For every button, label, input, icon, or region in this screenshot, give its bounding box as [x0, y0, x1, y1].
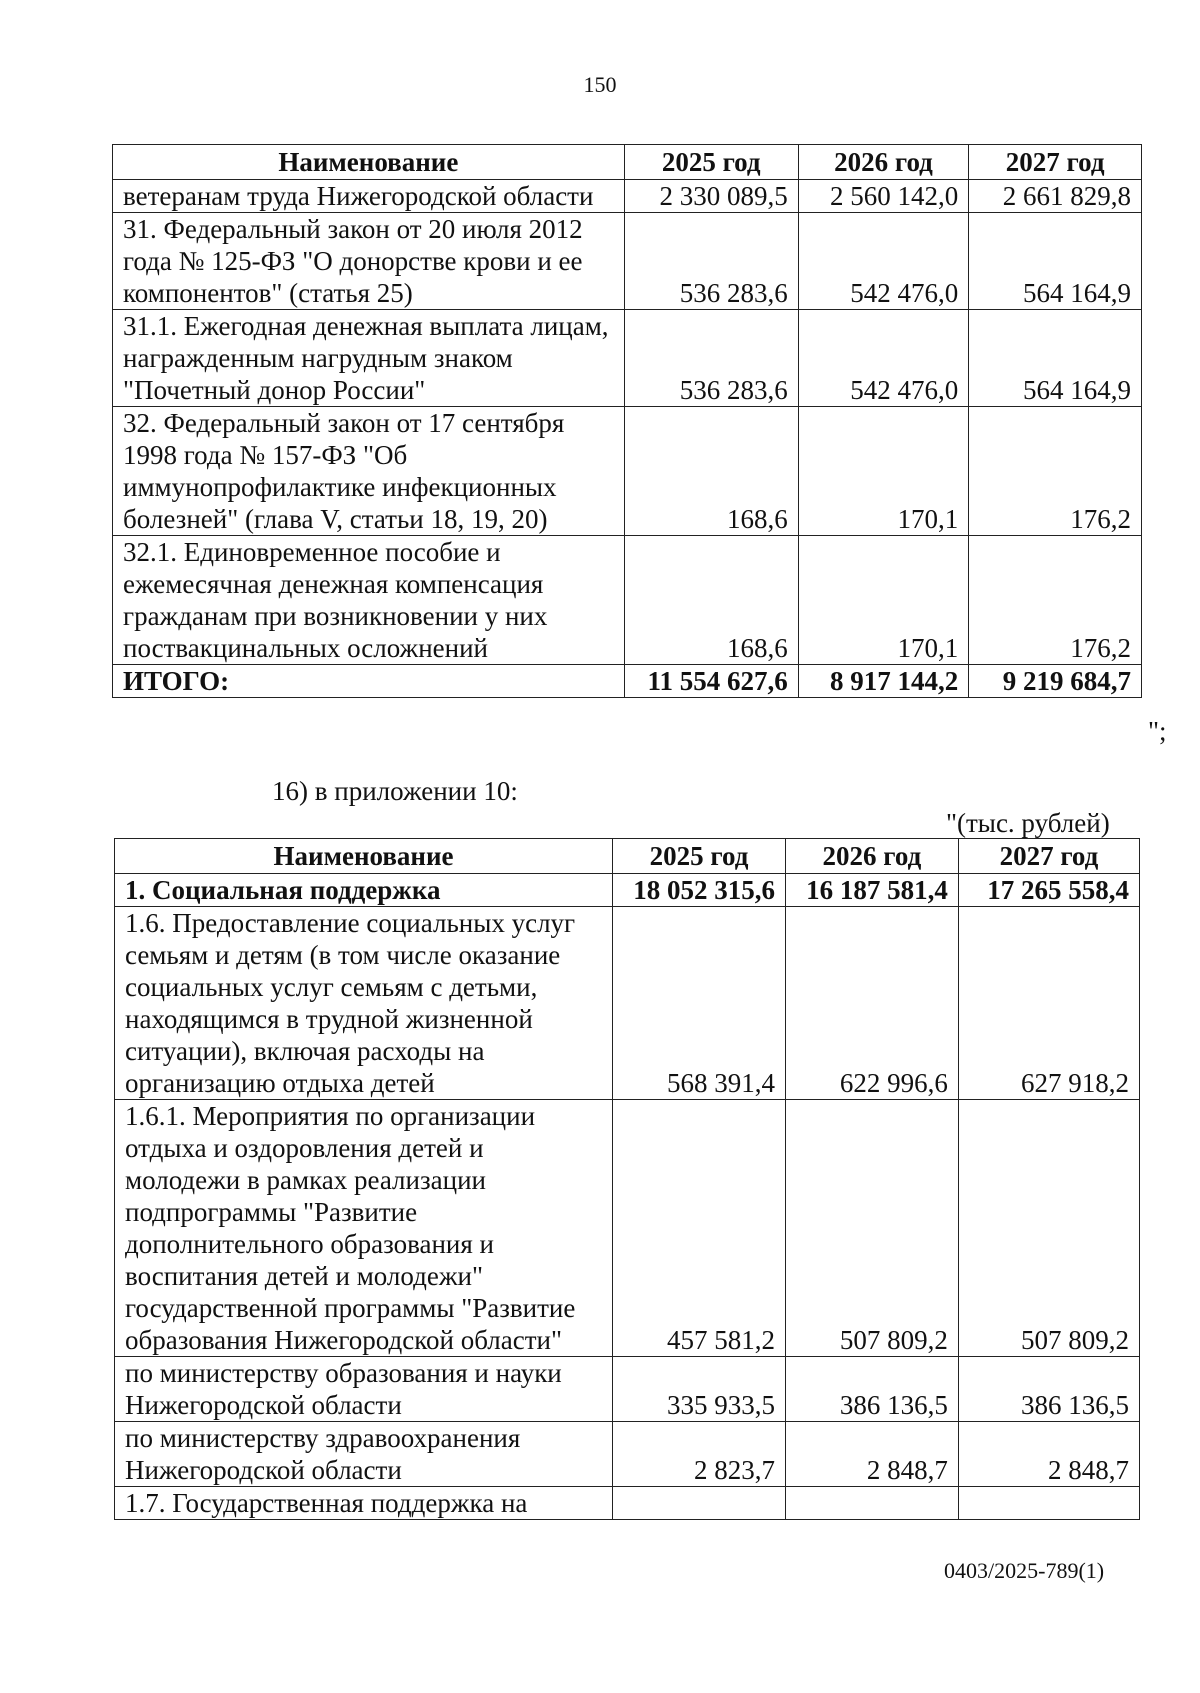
value-2027-cell [958, 1487, 1139, 1520]
value-2027-cell: 176,2 [969, 536, 1142, 665]
table-row [113, 310, 1142, 407]
appendix-10-table [114, 838, 1140, 1520]
value-2027-cell: 17 265 558,4 [958, 874, 1139, 907]
value-2026-cell: 542 476,0 [798, 310, 969, 407]
value-2026-cell: 8 917 144,2 [798, 665, 969, 698]
value-2026-cell: 622 996,6 [785, 907, 958, 1100]
value-2025-cell: 168,6 [624, 407, 798, 536]
table-row [115, 1487, 1140, 1520]
value-2027-cell: 2 848,7 [958, 1422, 1139, 1487]
value-2026-cell: 2 848,7 [785, 1422, 958, 1487]
value-2027-cell: 627 918,2 [958, 907, 1139, 1100]
value-2025-cell: 536 283,6 [624, 310, 798, 407]
column-header-2026: 2026 год [798, 145, 969, 180]
value-2025-cell: 168,6 [624, 536, 798, 665]
row-name-cell: 31.1. Ежегодная денежная выплата лицам, награжденным нагрудным знаком "Почетный донор России" [113, 310, 625, 407]
table-row [115, 874, 1140, 907]
section-heading: 16) в приложении 10: [272, 776, 518, 806]
row-name-cell: ИТОГО: [113, 665, 625, 698]
value-2025-cell: 457 581,2 [613, 1100, 786, 1357]
value-2027-cell: 386 136,5 [958, 1357, 1139, 1422]
row-name-cell: ветеранам труда Нижегородской области [113, 180, 625, 213]
value-2026-cell: 386 136,5 [785, 1357, 958, 1422]
table-row [115, 1357, 1140, 1422]
value-2026-cell [785, 1487, 958, 1520]
value-2025-cell: 536 283,6 [624, 213, 798, 310]
value-2027-cell: 564 164,9 [969, 213, 1142, 310]
value-2027-cell: 2 661 829,8 [969, 180, 1142, 213]
value-2026-cell: 170,1 [798, 536, 969, 665]
table-row [113, 180, 1142, 213]
table-row [113, 665, 1142, 698]
column-header-name: Наименование [113, 145, 625, 180]
table-body [113, 180, 1142, 698]
appropriations-table-continued [112, 144, 1142, 698]
row-name-cell: 1. Социальная поддержка [115, 874, 613, 907]
table-row [113, 536, 1142, 665]
column-header-name: Наименование [115, 839, 613, 874]
value-2025-cell: 18 052 315,6 [613, 874, 786, 907]
column-header-2026: 2026 год [785, 839, 958, 874]
value-2026-cell: 507 809,2 [785, 1100, 958, 1357]
row-name-cell: 1.6.1. Мероприятия по организации отдыха и оздоровления детей и молодежи в рамках реализации подпрограммы "Развитие дополнительного образования и воспитания детей и молодежи" государственной программы "Развитие образования Нижегородской области" [115, 1100, 613, 1357]
row-name-cell: 31. Федеральный закон от 20 июля 2012 года № 125-ФЗ "О донорстве крови и ее компонентов" (статья 25) [113, 213, 625, 310]
value-2025-cell: 568 391,4 [613, 907, 786, 1100]
table-header-row [115, 839, 1140, 874]
table-row [113, 213, 1142, 310]
value-2025-cell [613, 1487, 786, 1520]
value-2027-cell: 507 809,2 [958, 1100, 1139, 1357]
row-name-cell: по министерству образования и науки Нижегородской области [115, 1357, 613, 1422]
row-name-cell: 32.1. Единовременное пособие и ежемесячная денежная компенсация гражданам при возникновении у них поствакцинальных осложнений [113, 536, 625, 665]
row-name-cell: 32. Федеральный закон от 17 сентября 1998 года № 157-ФЗ "Об иммунопрофилактике инфекционных болезней" (глава V, статьи 18, 19, 20) [113, 407, 625, 536]
closing-quote-semicolon: "; [1148, 716, 1167, 746]
document-code: 0403/2025-789(1) [944, 1558, 1105, 1583]
table-row [115, 1100, 1140, 1357]
value-2025-cell: 2 330 089,5 [624, 180, 798, 213]
table-row [113, 407, 1142, 536]
value-2026-cell: 2 560 142,0 [798, 180, 969, 213]
value-2025-cell: 2 823,7 [613, 1422, 786, 1487]
value-2025-cell: 11 554 627,6 [624, 665, 798, 698]
value-2027-cell: 176,2 [969, 407, 1142, 536]
value-2026-cell: 16 187 581,4 [785, 874, 958, 907]
table-row [115, 1422, 1140, 1487]
value-2026-cell: 542 476,0 [798, 213, 969, 310]
value-2025-cell: 335 933,5 [613, 1357, 786, 1422]
column-header-2025: 2025 год [624, 145, 798, 180]
table-body [115, 874, 1140, 1520]
table-row [115, 907, 1140, 1100]
value-2027-cell: 9 219 684,7 [969, 665, 1142, 698]
column-header-2025: 2025 год [613, 839, 786, 874]
column-header-2027: 2027 год [969, 145, 1142, 180]
row-name-cell: 1.7. Государственная поддержка на [115, 1487, 613, 1520]
units-note: "(тыс. рублей) [946, 808, 1110, 838]
page-number: 150 [583, 72, 617, 97]
row-name-cell: 1.6. Предоставление социальных услуг семьям и детям (в том числе оказание социальных услуг семьям с детьми, находящимся в трудной жизненной ситуации), включая расходы на организацию отдыха детей [115, 907, 613, 1100]
column-header-2027: 2027 год [958, 839, 1139, 874]
value-2027-cell: 564 164,9 [969, 310, 1142, 407]
row-name-cell: по министерству здравоохранения Нижегородской области [115, 1422, 613, 1487]
value-2026-cell: 170,1 [798, 407, 969, 536]
table-header-row [113, 145, 1142, 180]
